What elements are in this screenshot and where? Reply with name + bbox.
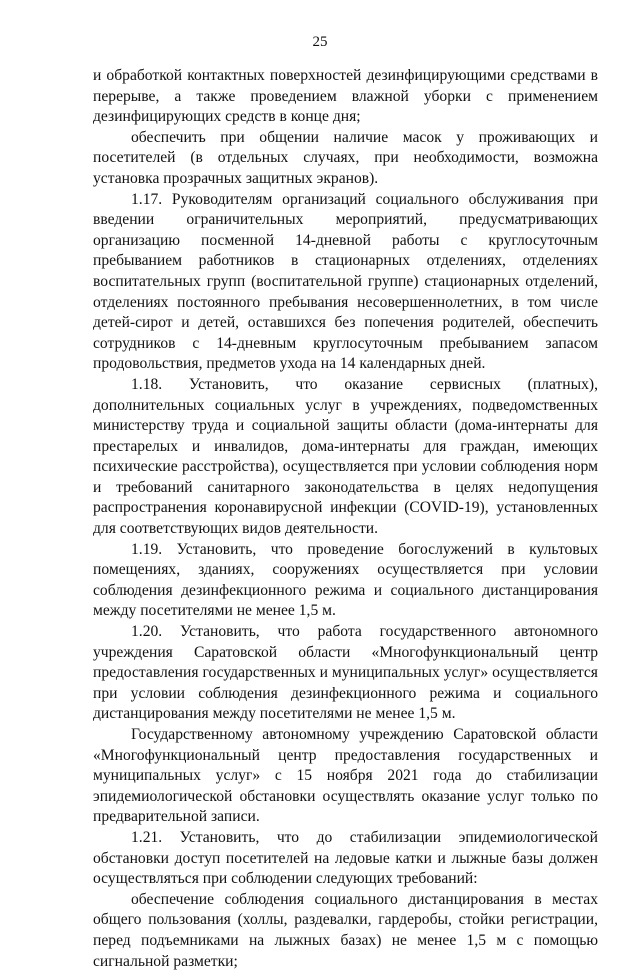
paragraph-1-17: 1.17. Руководителям организаций социального обслуживания при введении ограничительных мероприятий, предусматривающих организацию посменной 14-дневной работы с круглосуточным пребыванием работников в стационарных отделениях, отделениях воспитательных групп (воспитательной группе) стационарных отделений, отделениях постоянного пребывания несовершеннолетних, в том числе детей-сирот и детей, оставшихся без попечения родителей, обеспечить сотрудников с 14-дневным круглосуточным пребыванием запасом продовольствия, предметов ухода на 14 календарных дней. bbox=[93, 190, 598, 373]
paragraph-1-21: 1.21. Установить, что до стабилизации эпидемиологической обстановки доступ посетителей на ледовые катки и лыжные базы должен осуществляться при соблюдении следующих требований: bbox=[93, 828, 598, 888]
paragraph-mfc: Государственному автономному учреждению Саратовской области «Многофункциональный центр предоставления государственных и муниципальных услуг» с 15 ноября 2021 года до стабилизации эпидемиологической обстановки осуществлять оказание услуг только по предварительной записи. bbox=[93, 726, 598, 826]
paragraph-continuation: и обработкой контактных поверхностей дезинфицирующими средствами в перерыве, а также проведением влажной уборки с применением дезинфицирующих средств в конце дня; bbox=[93, 67, 598, 126]
paragraph-distancing: обеспечение соблюдения социального дистанцирования в местах общего пользования (холлы, раздевалки, гардеробы, стойки регистрации, перед подъемниками на лыжных базах) не менее 1,5 м с помощью сигнальной разметки; bbox=[93, 890, 598, 970]
paragraph-1-18: 1.18. Установить, что оказание сервисных (платных), дополнительных социальных услуг в учреждениях, подведомственных министерству труда и социальной защиты области (дома-интернаты для престарелых и инвалидов, дома-интернаты для граждан, имеющих психические расстройства), осуществляется при условии соблюдения норм и требований санитарного законодательства в целях недопущения распространения коронавирусной инфекции (COVID-19), установленных для соответствующих видов деятельности. bbox=[93, 375, 598, 538]
paragraph-masks: обеспечить при общении наличие масок у проживающих и посетителей (в отдельных случаях, при необходимости, возможна установка прозрачных защитных экранов). bbox=[93, 128, 598, 187]
page-number: 25 bbox=[312, 34, 328, 50]
paragraph-1-19: 1.19. Установить, что проведение богослужений в культовых помещениях, зданиях, сооружениях осуществляется при условии соблюдения дезинфекционного режима и социального дистанцирования между посетителями не менее 1,5 м. bbox=[93, 540, 598, 620]
paragraph-1-20: 1.20. Установить, что работа государственного автономного учреждения Саратовской области «Многофункциональный центр предоставления государственных и муниципальных услуг» осуществляется при условии соблюдения дезинфекционного режима и социального дистанцирования между посетителями не менее 1,5 м. bbox=[93, 623, 598, 723]
document-body bbox=[93, 66, 598, 972]
